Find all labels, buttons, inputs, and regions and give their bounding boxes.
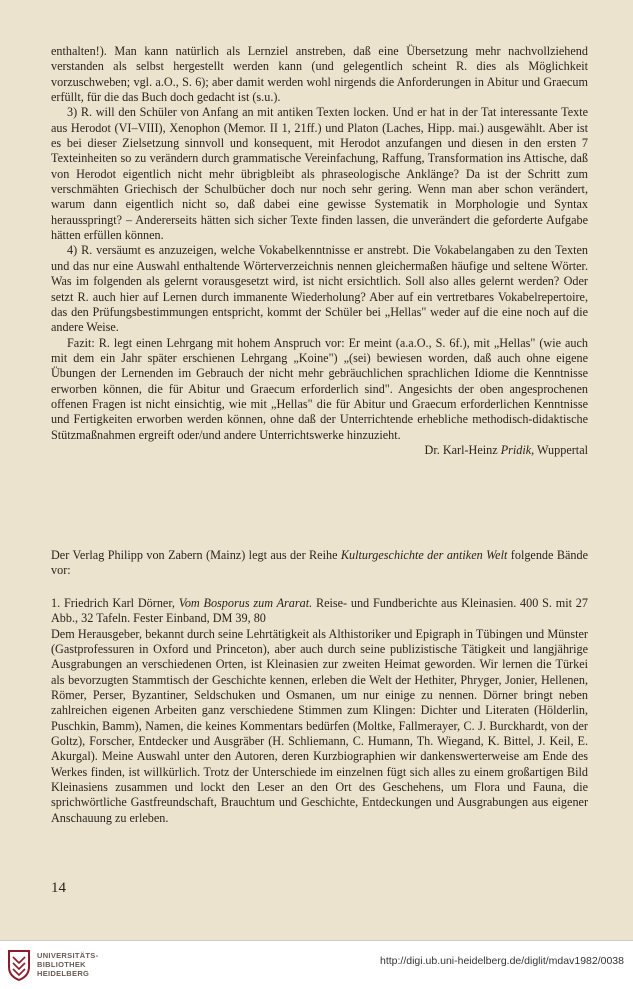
signature-prefix: Dr. Karl-Heinz (424, 442, 501, 457)
logo-line-2: BIBLIOTHEK (37, 960, 86, 969)
review-paragraph-3: 4) R. versäumt es anzuzeigen, welche Vokabelkenntnisse er anstrebt. Die Vokabelangaben zu den Texten und das nur eine Auswahl enthaltende Wörterverzeichnis nennen gleichermaßen häufige und seltene Wörter. Was im folgenden als gelernt vorausgesetzt wird, ist nicht ersichtlich. Soll also alles gelernt werden? Oder setzt R. auch hier auf Lernen durch immanente Wiederholung? Aber auf ein vertretbares Vokabelrepertoire, das den Prüfungsbestimmungen entspricht, kommt der Schüler bei „Hellas" weder auf die eine noch auf die andere Weise. (51, 243, 588, 335)
logo-line-3: HEIDELBERG (37, 969, 90, 978)
source-url-link[interactable]: http://digi.ub.uni-heidelberg.de/diglit/mdav1982/0038 (379, 955, 624, 967)
library-crest-icon (7, 949, 31, 981)
signature-suffix: , Wuppertal (531, 442, 588, 457)
book-title: Vom Bosporus zum Ararat. (178, 596, 313, 610)
review-paragraph-1: enthalten!). Man kann natürlich als Lernziel anstreben, daß eine Übersetzung mehr nachvollziehend verstanden als selbst hergestellt werden kann (und gelegentlich scheint R. dies als Möglichkeit vorzuschweben; vgl. a.O., S. 6); aber damit werden wohl nirgends die Anforderungen in Abitur und Graecum erfüllt, für die das Buch doch gedacht ist (s.u.). (51, 44, 588, 105)
logo-line-1: UNIVERSITÄTS- (37, 951, 99, 960)
review-paragraph-4: Fazit: R. legt einen Lehrgang mit hohem Anspruch vor: Er meint (a.a.O., S. 6f.), mit „Hellas" (wie auch mit dem ein Jahr später erschienen Lehrgang „Koine") „(sei) bewiesen worden, daß auch ohne eigene Übungen der Lernenden im Gebrauch der nicht mehr gebräuchlichen sprachlichen Idiome die Kenntnisse erworben können, die für Abitur und Graecum erforderlich sind". Angesichts der oben angesprochenen offenen Fragen ist nicht einsichtig, wie mit „Hellas" die für Abitur und Graecum erforderlichen Kenntnisse und Fertigkeiten erworben werden können, ohne daß der Unterrichtende erhebliche methodisch-didaktische Stützmaßnahmen ergreift oder/und andere Unterrichtswerke hinzuzieht. (51, 335, 588, 442)
intro-text-b: folgende Bände vor: (51, 548, 588, 578)
footer-bar (0, 940, 633, 989)
review-section (51, 44, 588, 458)
book-details: Reise- und Fundberichte aus Kleinasien. 400 S. mit 27 Abb., 32 Tafeln. Fester Einband, DM 39, 80 (51, 596, 588, 626)
announcement-intro-text (51, 548, 588, 579)
page-number: 14 (51, 880, 66, 896)
series-title: Kulturgeschichte der antiken Welt (340, 548, 508, 562)
signature-name: Pridik (500, 442, 532, 457)
review-paragraph-2: 3) R. will den Schüler von Anfang an mit antiken Texten locken. Und er hat in der Tat interessante Texte aus Herodot (VI–VIII), Xenophon (Memor. II 1, 21ff.) und Platon (Laches, Hipp. mai.) ausgewählt. Aber ist es bei dieser Zielsetzung sinnvoll und konsequent, mit Herodot anzufangen und diesen in den ersten 7 Texteinheiten so zu verändern durch grammatische Vereinfachung, Raffung, Transformation ins Attische, daß von Herodot eigentlich nicht mehr übrigbleibt als phraseologische Anklänge? Da ist der Schritt zum verschmähten Griechisch der Schulbücher doch nur noch sehr gering. Wenn man aber schon verändert, warum dann eigentlich nicht so, daß dabei eine gewisse Systematik in Morphologie und Syntax herausspringt? – Andererseits hätten sich sicher Texte finden lassen, die unverändert die geforderte Aufgabe hätten erfüllen können. (51, 105, 588, 243)
book-review-body: Dem Herausgeber, bekannt durch seine Lehrtätigkeit als Althistoriker und Epigraph in Tübingen und Münster (Gastprofessuren in Oxford und Princeton), aber auch durch seine publizistische Tätigkeit und langjährige Ausgrabungen an verschiedenen Orten, ist Kleinasien zur zweiten Heimat geworden. Wir lernen die Türkei als bevorzugten Stammtisch der Geschichte kennen, erleben die Welt der Hethiter, Phryger, Jonier, Hellenen, Römer, Perser, Byzantiner, Seldschuken und Osmanen, um nur einige zu nennen. Dörner bringt neben zahlreichen eigenen Arbeiten ganz verschiedene Stimmen zum Klingen: Dichter und Literaten (Hölderlin, Puschkin, Bamm), Namen, die keines Kommentars bedürfen (Moltke, Fallmerayer, C. J. Burckhardt, von der Goltz), Forscher, Entdecker und Ausgräber (H. Schliemann, C. Humann, Th. Wiegand, K. Bittel, J. Keil, E. Akurgal). Meine Auswahl unter den Autoren, deren Kurzbiographien wir dankenswerterweise am Ende des Werkes finden, ist willkürlich. Trotz der Unterschiede im einzelnen fügt sich alles zu einem großartigen Bild Kleinasiens zusammen und lockt den Leser an den Ort des Geschehens, um Flora und Fauna, die sprichwörtliche Gastfreundschaft, Brauchtum und Geschichte, Entdeckungen und Ausgrabungen aus eigener Anschauung zu erleben. (51, 626, 588, 825)
announcement-intro (51, 548, 588, 579)
intro-text-a: Der Verlag Philipp von Zabern (Mainz) legt aus der Reihe (51, 548, 341, 562)
book-author: 1. Friedrich Karl Dörner, (51, 596, 179, 610)
library-name (37, 951, 98, 978)
review-signature (51, 443, 588, 458)
book-heading (51, 596, 588, 627)
book-entry (51, 596, 588, 826)
library-logo[interactable] (7, 948, 117, 982)
